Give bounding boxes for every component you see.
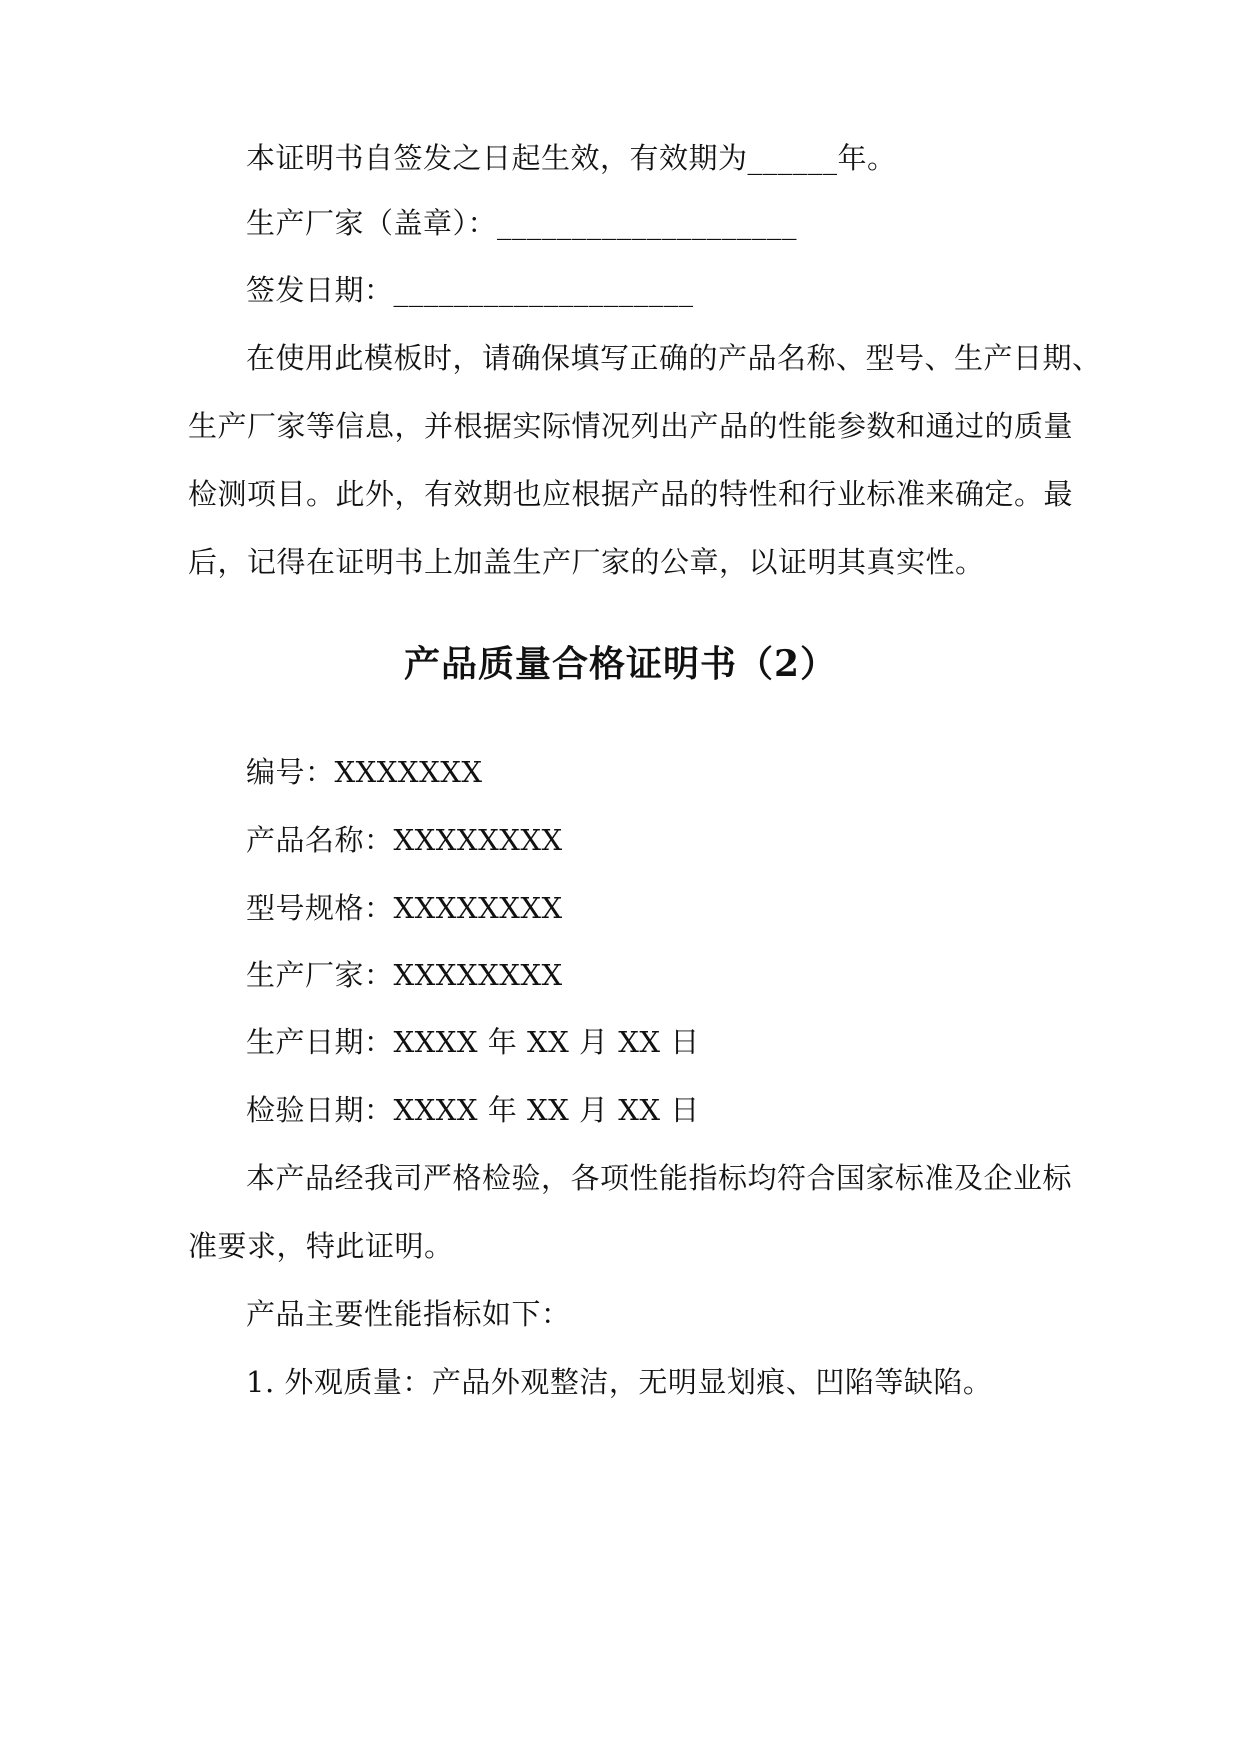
statement-paragraph-line: 准要求，特此证明。 bbox=[188, 1229, 454, 1263]
note-paragraph-line: 检测项目。此外，有效期也应根据产品的特性和行业标准来确定。最 bbox=[188, 477, 1074, 511]
production-date-field: 生产日期：XXXX 年 XX 月 XX 日 bbox=[246, 1025, 700, 1059]
indicator-item: 1. 外观质量：产品外观整洁，无明显划痕、凹陷等缺陷。 bbox=[246, 1365, 993, 1399]
model-spec-field: 型号规格：XXXXXXXX bbox=[246, 891, 563, 925]
product-name-field: 产品名称：XXXXXXXX bbox=[246, 823, 563, 857]
validity-line: 本证明书自签发之日起生效，有效期为______年。 bbox=[246, 141, 897, 175]
statement-paragraph-line: 本产品经我司严格检验，各项性能指标均符合国家标准及企业标 bbox=[246, 1161, 1073, 1195]
manufacturer-seal-line: 生产厂家（盖章）：____________________ bbox=[246, 206, 798, 240]
note-paragraph-line: 生产厂家等信息，并根据实际情况列出产品的性能参数和通过的质量 bbox=[188, 409, 1074, 443]
manufacturer-field: 生产厂家：XXXXXXXX bbox=[246, 958, 563, 992]
issue-date-line: 签发日期：____________________ bbox=[246, 273, 694, 307]
number-field: 编号：XXXXXXX bbox=[246, 755, 483, 789]
document-title: 产品质量合格证明书（2） bbox=[403, 643, 838, 685]
note-paragraph-line: 后，记得在证明书上加盖生产厂家的公章，以证明其真实性。 bbox=[188, 545, 985, 579]
inspection-date-field: 检验日期：XXXX 年 XX 月 XX 日 bbox=[246, 1093, 700, 1127]
note-paragraph-line: 在使用此模板时，请确保填写正确的产品名称、型号、生产日期、 bbox=[246, 341, 1102, 375]
indicators-heading: 产品主要性能指标如下： bbox=[246, 1297, 571, 1331]
